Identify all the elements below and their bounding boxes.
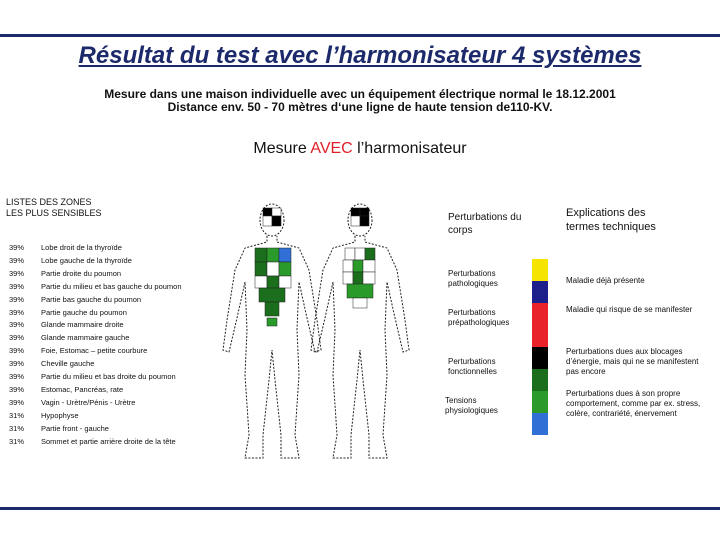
zone-label: Cheville gauche xyxy=(41,359,95,369)
swatch-red xyxy=(532,303,548,325)
zone-label: Hypophyse xyxy=(41,410,79,420)
zone-percent: 39% xyxy=(9,372,25,381)
swatch-blue xyxy=(532,413,548,435)
zone-percent: 39% xyxy=(9,294,25,304)
zone-label: Vagin - Urètre/Pénis - Urètre xyxy=(41,397,136,407)
zone-row xyxy=(9,346,147,355)
zone-row xyxy=(9,243,122,252)
slide-title: Résultat du test avec l’harmonisateur 4 systèmes xyxy=(78,42,642,69)
zone-row xyxy=(9,411,79,420)
zone-row xyxy=(9,385,123,394)
zone-row xyxy=(9,437,176,446)
swatch-black xyxy=(532,347,548,369)
measure-prefix: Mesure xyxy=(253,140,311,157)
zone-label: Glande mammaire gauche xyxy=(41,333,130,343)
zone-percent: 39% xyxy=(9,307,25,317)
zone-percent: 31% xyxy=(9,436,25,446)
zone-label: Foie, Estomac – petite courbure xyxy=(41,346,148,356)
zone-percent: 39% xyxy=(9,255,25,265)
zone-percent: 31% xyxy=(9,423,25,433)
zone-row xyxy=(9,308,127,317)
cat-prepathologiques-label: Perturbations prépathologiques xyxy=(448,308,510,327)
zone-percent: 39% xyxy=(9,346,25,356)
subtitle-line2: Distance env. 50 - 70 mètres d‘une ligne de haute tension de110-KV. xyxy=(167,100,553,114)
zones-title xyxy=(6,197,136,219)
top-rule xyxy=(0,34,720,37)
zone-percent: 39% xyxy=(9,281,25,291)
zone-percent: 31% xyxy=(9,410,25,420)
measure-highlight: AVEC xyxy=(310,140,353,157)
expl-fonctionnelles: Perturbations dues aux blocages d’énergie, mais qui ne se manifestent pas encore xyxy=(566,347,699,376)
zone-row xyxy=(9,359,94,368)
zone-percent: 39% xyxy=(9,320,25,330)
zone-percent: 39% xyxy=(9,359,25,369)
zone-row xyxy=(9,282,182,291)
zone-label: Sommet et partie arrière droite de la tête xyxy=(41,436,176,446)
zone-label: Lobe gauche de la thyroïde xyxy=(41,255,132,265)
cat-fonctionnelles-label: Perturbations fonctionnelles xyxy=(448,357,497,376)
subtitle-line1: Mesure dans une maison individuelle avec un équipement électrique normal le 18.12.2001 xyxy=(104,87,616,101)
zone-row xyxy=(9,333,129,342)
zones-title-line1: LISTES DES ZONES xyxy=(6,197,92,207)
zone-row xyxy=(9,372,176,381)
zone-label: Partie du milieu et bas gauche du poumon xyxy=(41,281,182,291)
swatch-green xyxy=(532,391,548,413)
cat-tensions-label: Tensions physiologiques xyxy=(445,396,498,415)
measure-suffix: l’harmonisateur xyxy=(352,140,467,157)
zone-label: Partie du milieu et bas droite du poumon xyxy=(41,372,176,381)
swatch-navy xyxy=(532,281,548,303)
zone-label: Estomac, Pancréas, rate xyxy=(41,384,124,394)
expl-pathologiques: Maladie déjà présente xyxy=(566,276,645,285)
zone-percent: 39% xyxy=(9,397,25,407)
zone-percent: 39% xyxy=(9,268,25,278)
swatch-red-2 xyxy=(532,325,548,347)
body-figures xyxy=(215,200,415,470)
swatch-dark-green xyxy=(532,369,548,391)
zone-label: Partie bas gauche du poumon xyxy=(41,294,142,304)
perturbations-corps-label: Perturbations du corps xyxy=(448,212,522,236)
zone-label: Lobe droit de la thyroïde xyxy=(41,243,122,252)
zones-title-line2: LES PLUS SENSIBLES xyxy=(6,208,102,218)
expl-prepathologiques: Maladie qui risque de se manifester xyxy=(566,305,693,314)
cat-pathologiques-label: Perturbations pathologiques xyxy=(448,269,498,288)
zone-label: Partie droite du poumon xyxy=(41,268,122,278)
zone-label: Partie gauche du poumon xyxy=(41,307,127,317)
bottom-rule xyxy=(0,507,720,510)
swatch-yellow xyxy=(532,259,548,281)
zone-row xyxy=(9,295,141,304)
expl-tensions: Perturbations dues à son propre comportement, comme par ex. stress, colère, contrariété, énervement xyxy=(566,389,701,418)
zone-percent: 39% xyxy=(9,243,25,252)
zone-label: Glande mammaire droite xyxy=(41,320,124,330)
zone-percent: 39% xyxy=(9,333,25,343)
zone-row xyxy=(9,320,124,329)
zone-row xyxy=(9,424,109,433)
explications-label: Explications des termes techniques xyxy=(566,207,656,233)
measure-heading xyxy=(0,140,720,158)
zone-row xyxy=(9,256,132,265)
zone-row xyxy=(9,398,135,407)
zone-label: Partie front - gauche xyxy=(41,423,109,433)
zone-row xyxy=(9,269,121,278)
zone-percent: 39% xyxy=(9,384,25,394)
